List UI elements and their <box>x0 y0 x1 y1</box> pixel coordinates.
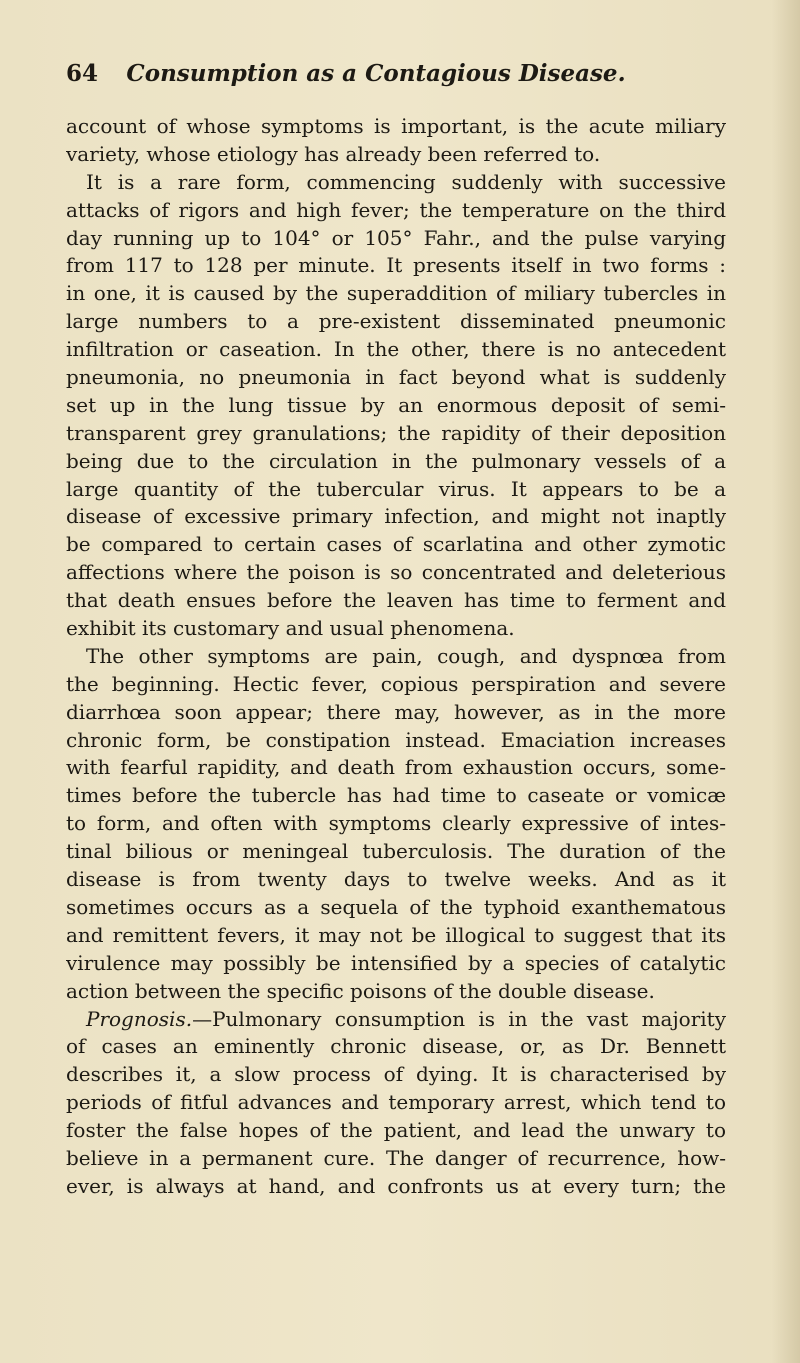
page-edge-shadow <box>772 0 800 1363</box>
text-line <box>66 894 726 922</box>
line-text: variety, whose etiology has already been referred to. <box>66 141 601 166</box>
line-text: infiltration or caseation. In the other, there is no antecedent <box>66 337 726 362</box>
page-header <box>66 60 686 94</box>
line-text: day running up to 104° or 105° Fahr., and the pulse varying <box>66 225 726 250</box>
text-line <box>66 476 726 504</box>
text-line <box>66 699 726 727</box>
text-line <box>66 727 726 755</box>
line-text: exhibit its customary and usual phenomena. <box>66 616 515 641</box>
line-text: account of whose symptoms is important, is the acute miliary <box>66 114 726 138</box>
text-line <box>66 1033 726 1061</box>
text-line <box>66 225 726 253</box>
text-line <box>66 197 726 225</box>
text-line <box>66 392 726 420</box>
line-text: the beginning. Hectic fever, copious perspiration and severe <box>66 671 726 696</box>
line-text: of cases an eminently chronic disease, or, as Dr. Bennett <box>66 1034 726 1059</box>
text-line <box>66 782 726 810</box>
line-text: virulence may possibly be intensified by a species of catalytic <box>66 950 726 975</box>
line-text: foster the false hopes of the patient, and lead the unwary to <box>66 1118 726 1143</box>
line-text: times before the tubercle has had time to caseate or vomicæ <box>66 783 726 808</box>
line-text: sometimes occurs as a sequela of the typhoid exanthematous <box>66 894 726 919</box>
text-line <box>66 838 726 866</box>
line-text: ever, is always at hand, and confronts us at every turn; the <box>66 1173 726 1198</box>
text-line <box>66 922 726 950</box>
text-line <box>66 336 726 364</box>
section-heading: Prognosis. <box>86 1006 193 1031</box>
line-text: from 117 to 128 per minute. It presents itself in two forms : <box>66 253 726 278</box>
running-title: Consumption as a Contagious Disease. <box>126 60 626 87</box>
text-line <box>66 448 726 476</box>
text-line <box>66 280 726 308</box>
text-line <box>66 810 726 838</box>
line-text: disease of excessive primary infection, and might not inaptly <box>66 504 726 529</box>
text-line <box>66 1173 726 1201</box>
line-text: set up in the lung tissue by an enormous deposit of semi- <box>66 392 726 417</box>
line-text: describes it, a slow process of dying. It is characterised by <box>66 1062 726 1087</box>
page-number: 64 <box>66 60 99 87</box>
text-line <box>66 559 726 587</box>
text-line <box>66 308 726 336</box>
text-line <box>66 503 726 531</box>
line-text: periods of fitful advances and temporary arrest, which tend to <box>66 1090 726 1115</box>
line-text: being due to the circulation in the pulmonary vessels of a <box>66 448 726 473</box>
line-text: —Pulmonary consumption is in the vast majority <box>192 1006 726 1031</box>
text-line <box>66 671 726 699</box>
text-line <box>66 1117 726 1145</box>
line-text: chronic form, be constipation instead. Emaciation increases <box>66 727 726 752</box>
line-text: be compared to certain cases of scarlatina and other zymotic <box>66 532 726 557</box>
text-line <box>66 1006 726 1034</box>
line-text: It is a rare form, commencing suddenly with successive <box>86 169 726 194</box>
line-text: disease is from twenty days to twelve weeks. And as it <box>66 867 726 892</box>
line-text: pneumonia, no pneumonia in fact beyond what is suddenly <box>66 365 726 390</box>
text-line <box>66 643 726 671</box>
line-text: believe in a permanent cure. The danger of recurrence, how- <box>66 1145 726 1170</box>
line-text: large quantity of the tubercular virus. It appears to be a <box>66 476 726 501</box>
line-text: attacks of rigors and high fever; the temperature on the third <box>66 197 726 222</box>
text-line <box>66 169 726 197</box>
line-text: that death ensues before the leaven has time to ferment and <box>66 588 726 613</box>
line-text: tinal bilious or meningeal tuberculosis. The duration of the <box>66 839 726 864</box>
line-text: The other symptoms are pain, cough, and dyspnœa from <box>86 643 726 668</box>
text-line <box>66 364 726 392</box>
text-line <box>66 1089 726 1117</box>
line-text: large numbers to a pre-existent disseminated pneumonic <box>66 309 726 334</box>
line-text: transparent grey granulations; the rapidity of their deposition <box>66 420 726 445</box>
text-line <box>66 615 726 643</box>
line-text: action between the specific poisons of the double disease. <box>66 978 655 1003</box>
text-line <box>66 420 726 448</box>
line-text: in one, it is caused by the superaddition of miliary tubercles in <box>66 281 726 306</box>
line-text: to form, and often with symptoms clearly expressive of intes- <box>66 811 726 836</box>
text-line <box>66 113 726 141</box>
line-text: affections where the poison is so concentrated and deleterious <box>66 560 726 585</box>
line-text: and remittent fevers, it may not be illogical to suggest that its <box>66 922 726 947</box>
text-line <box>66 950 726 978</box>
line-text: diarrhœa soon appear; there may, however, as in the more <box>66 699 726 724</box>
body-text <box>66 113 726 1201</box>
text-line <box>66 754 726 782</box>
text-line <box>66 1145 726 1173</box>
text-line <box>66 1061 726 1089</box>
line-text: with fearful rapidity, and death from exhaustion occurs, some- <box>66 755 726 780</box>
text-line <box>66 587 726 615</box>
text-line <box>66 978 726 1006</box>
text-line <box>66 866 726 894</box>
text-line <box>66 252 726 280</box>
text-line <box>66 141 726 169</box>
text-line <box>66 531 726 559</box>
